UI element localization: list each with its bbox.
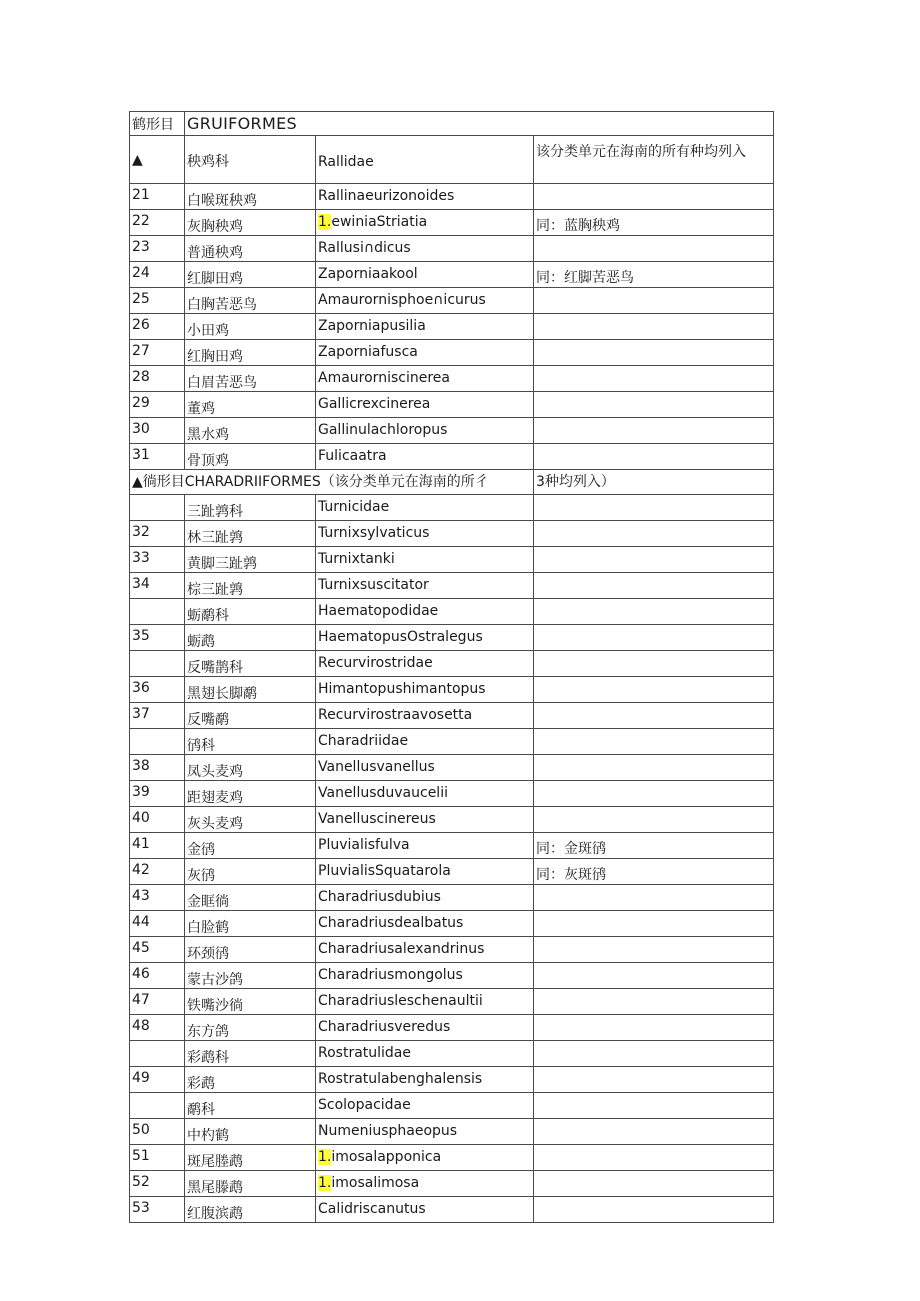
latin-text: Rallusi∩dicus: [318, 240, 411, 256]
species-latin-name: [316, 340, 534, 366]
species-latin-name: [316, 1014, 534, 1040]
order-row-charadriiformes: [130, 470, 774, 495]
species-number: 39: [130, 780, 185, 806]
table-row: [130, 340, 774, 366]
table-row: [130, 494, 774, 520]
order-heading-continued: 3种均列入）: [534, 470, 774, 495]
species-note: [534, 314, 774, 340]
table-row: [130, 1092, 774, 1118]
species-note: [534, 702, 774, 728]
species-chinese-name: 红胸田鸡: [185, 340, 316, 366]
species-chinese-name: 黄脚三趾鹑: [185, 546, 316, 572]
species-chinese-name: 蛎鹉: [185, 624, 316, 650]
species-chinese-name: 东方鸽: [185, 1014, 316, 1040]
species-latin-name: [316, 1118, 534, 1144]
species-number: [130, 1040, 185, 1066]
species-number: 40: [130, 806, 185, 832]
species-number: 46: [130, 962, 185, 988]
table-row: [130, 444, 774, 470]
species-number: 35: [130, 624, 185, 650]
species-note: [534, 624, 774, 650]
family-row-rallidae: [130, 136, 774, 184]
table-row: [130, 392, 774, 418]
species-chinese-name: 蛎鹬科: [185, 598, 316, 624]
table-row: [130, 262, 774, 288]
species-note: [534, 1118, 774, 1144]
latin-text: Charadriusdealbatus: [318, 914, 464, 931]
species-note: [534, 1196, 774, 1222]
table-row: [130, 1066, 774, 1092]
table-row: [130, 858, 774, 884]
species-chinese-name: 反嘴鹬: [185, 702, 316, 728]
order-row-gruiformes: [130, 112, 774, 136]
species-number: 44: [130, 910, 185, 936]
species-number: 30: [130, 418, 185, 444]
species-note: [534, 1040, 774, 1066]
table-row: [130, 236, 774, 262]
table-row: [130, 702, 774, 728]
species-note: [534, 780, 774, 806]
species-chinese-name: 白胸苦恶鸟: [185, 288, 316, 314]
latin-text: Turnixsuscitator: [318, 576, 429, 593]
species-chinese-name: 骨顶鸡: [185, 444, 316, 470]
latin-text: Zaporniaakool: [318, 266, 418, 282]
latin-text: HaematopusOstralegus: [318, 628, 483, 645]
latin-text: Rostratulidae: [318, 1044, 412, 1061]
species-note: [534, 754, 774, 780]
species-note: [534, 884, 774, 910]
latin-text: Amaurornisphoe∩icurus: [318, 292, 486, 308]
species-chinese-name: 彩鹉: [185, 1066, 316, 1092]
latin-text: Gallinulachloropus: [318, 422, 448, 438]
species-number: 32: [130, 520, 185, 546]
latin-text: Gallicrexcinerea: [318, 396, 431, 412]
species-note: [534, 418, 774, 444]
table-row: [130, 546, 774, 572]
species-latin-name: [316, 1066, 534, 1092]
species-chinese-name: 环颈鸻: [185, 936, 316, 962]
table-row: [130, 572, 774, 598]
species-latin-name: [316, 184, 534, 210]
species-chinese-name: 斑尾塍鹉: [185, 1144, 316, 1170]
species-number: 27: [130, 340, 185, 366]
latin-text: Zaporniapusilia: [318, 318, 426, 334]
species-chinese-name: 金鸻: [185, 832, 316, 858]
species-latin-name: [316, 210, 534, 236]
species-number: 21: [130, 184, 185, 210]
latin-text: Calidriscanutus: [318, 1200, 426, 1217]
species-latin-name: [316, 494, 534, 520]
table-row: [130, 650, 774, 676]
species-chinese-name: 鹬科: [185, 1092, 316, 1118]
species-number: 37: [130, 702, 185, 728]
species-list-document: [129, 111, 773, 1223]
species-latin-name: [316, 858, 534, 884]
table-row: [130, 314, 774, 340]
species-latin-name: [316, 262, 534, 288]
species-latin-name: [316, 910, 534, 936]
species-number: 50: [130, 1118, 185, 1144]
species-note: 同：灰斑鸻: [534, 858, 774, 884]
species-number: 48: [130, 1014, 185, 1040]
species-chinese-name: 白喉斑秧鸡: [185, 184, 316, 210]
species-chinese-name: 灰鸻: [185, 858, 316, 884]
table-row: [130, 988, 774, 1014]
table-row: [130, 1170, 774, 1196]
table-row: [130, 832, 774, 858]
species-latin-name: [316, 572, 534, 598]
table-row: [130, 884, 774, 910]
species-note: [534, 236, 774, 262]
species-latin-name: [316, 806, 534, 832]
species-note: [534, 340, 774, 366]
species-latin-name: [316, 624, 534, 650]
species-chinese-name: 铁嘴沙徜: [185, 988, 316, 1014]
species-note: [534, 494, 774, 520]
table-row: [130, 366, 774, 392]
species-latin-name: [316, 520, 534, 546]
latin-text: Charadriusleschenaultii: [318, 992, 483, 1009]
species-latin-name: [316, 676, 534, 702]
table-row: [130, 910, 774, 936]
species-chinese-name: 凤头麦鸡: [185, 754, 316, 780]
species-chinese-name: 红腹滨鹉: [185, 1196, 316, 1222]
latin-text: Turnixsylvaticus: [318, 524, 430, 541]
species-latin-name: [316, 936, 534, 962]
species-note: [534, 184, 774, 210]
species-number: [130, 650, 185, 676]
species-note: [534, 962, 774, 988]
protected-marker: ▲: [130, 136, 185, 184]
latin-text: Charadriusveredus: [318, 1018, 451, 1035]
species-table: [129, 111, 774, 1223]
species-chinese-name: 蒙古沙鸽: [185, 962, 316, 988]
species-chinese-name: 棕三趾鹑: [185, 572, 316, 598]
species-note: [534, 988, 774, 1014]
species-note: [534, 288, 774, 314]
latin-text: Charadriusdubius: [318, 888, 441, 905]
species-chinese-name: 中杓鹤: [185, 1118, 316, 1144]
table-row: [130, 962, 774, 988]
species-number: [130, 1092, 185, 1118]
latin-text: Charadriidae: [318, 732, 409, 749]
species-note: [534, 572, 774, 598]
species-latin-name: [316, 728, 534, 754]
species-note: [534, 444, 774, 470]
table-row: [130, 1040, 774, 1066]
latin-text: imosalimosa: [331, 1174, 420, 1191]
table-row: [130, 1118, 774, 1144]
table-row: [130, 1196, 774, 1222]
species-note: [534, 676, 774, 702]
species-latin-name: [316, 1196, 534, 1222]
species-note: [534, 546, 774, 572]
species-note: [534, 936, 774, 962]
table-row: [130, 780, 774, 806]
latin-prefix-highlight: 1.: [318, 1174, 332, 1191]
species-chinese-name: 董鸡: [185, 392, 316, 418]
species-number: 23: [130, 236, 185, 262]
table-row: [130, 210, 774, 236]
species-number: 52: [130, 1170, 185, 1196]
species-note: [534, 806, 774, 832]
species-number: 53: [130, 1196, 185, 1222]
species-number: 36: [130, 676, 185, 702]
table-row: [130, 806, 774, 832]
latin-text: PluvialisSquatarola: [318, 862, 451, 879]
latin-text: Charadriusmongolus: [318, 966, 463, 983]
species-note: [534, 1092, 774, 1118]
latin-text: Rostratulabenghalensis: [318, 1070, 483, 1087]
species-chinese-name: 普通秧鸡: [185, 236, 316, 262]
species-chinese-name: 距翅麦鸡: [185, 780, 316, 806]
species-chinese-name: 小田鸡: [185, 314, 316, 340]
family-latin-name: Rallidae: [316, 136, 534, 184]
latin-text: Numeniusphaeopus: [318, 1122, 458, 1139]
species-note: [534, 910, 774, 936]
latin-text: Vanelluscinereus: [318, 810, 436, 827]
species-note: [534, 728, 774, 754]
latin-text: Zaporniafusca: [318, 344, 418, 360]
latin-text: Turnicidae: [318, 498, 390, 515]
species-latin-name: [316, 962, 534, 988]
species-latin-name: [316, 288, 534, 314]
species-chinese-name: 鸻科: [185, 728, 316, 754]
order-chinese-name: 鹤形目: [130, 112, 185, 136]
latin-text: Recurvirostraavosetta: [318, 706, 473, 723]
species-number: 45: [130, 936, 185, 962]
species-chinese-name: 金眶徜: [185, 884, 316, 910]
table-row: [130, 624, 774, 650]
species-latin-name: [316, 366, 534, 392]
species-number: 33: [130, 546, 185, 572]
species-number: 28: [130, 366, 185, 392]
species-number: 29: [130, 392, 185, 418]
species-number: 47: [130, 988, 185, 1014]
species-note: 同：金斑鸻: [534, 832, 774, 858]
family-chinese-name: 秧鸡科: [185, 136, 316, 184]
table-row: [130, 288, 774, 314]
species-chinese-name: 黑尾滕鹉: [185, 1170, 316, 1196]
species-latin-name: [316, 1144, 534, 1170]
table-row: [130, 520, 774, 546]
species-latin-name: [316, 392, 534, 418]
table-row: [130, 184, 774, 210]
latin-text: imosalapponica: [331, 1148, 442, 1165]
species-note: [534, 1170, 774, 1196]
family-note: 该分类单元在海南的所有种均列入: [534, 136, 774, 184]
table-row: [130, 1014, 774, 1040]
latin-text: Rallinaeurizonoides: [318, 188, 455, 204]
species-number: 51: [130, 1144, 185, 1170]
latin-text: ewiniaStriatia: [331, 214, 428, 230]
species-chinese-name: 反嘴鹊科: [185, 650, 316, 676]
species-latin-name: [316, 702, 534, 728]
species-number: [130, 728, 185, 754]
species-chinese-name: 林三趾鹑: [185, 520, 316, 546]
species-number: 38: [130, 754, 185, 780]
latin-prefix-highlight: 1.: [318, 214, 332, 230]
latin-text: Himantopushimantopus: [318, 680, 486, 697]
species-latin-name: [316, 1170, 534, 1196]
species-latin-name: [316, 236, 534, 262]
species-latin-name: [316, 754, 534, 780]
species-chinese-name: 三趾鹑科: [185, 494, 316, 520]
table-row: [130, 936, 774, 962]
species-number: 24: [130, 262, 185, 288]
species-chinese-name: 灰胸秧鸡: [185, 210, 316, 236]
latin-text: Charadriusalexandrinus: [318, 940, 485, 957]
order-latin-name: GRUIFORMES: [185, 112, 774, 136]
species-chinese-name: 红脚田鸡: [185, 262, 316, 288]
latin-text: Scolopacidae: [318, 1096, 411, 1113]
species-note: [534, 1066, 774, 1092]
species-latin-name: [316, 546, 534, 572]
species-chinese-name: 黑水鸡: [185, 418, 316, 444]
species-chinese-name: 白眉苦恶鸟: [185, 366, 316, 392]
species-number: [130, 598, 185, 624]
species-number: 34: [130, 572, 185, 598]
latin-prefix-highlight: 1.: [318, 1148, 332, 1165]
latin-text: Pluvialisfulva: [318, 836, 410, 853]
table-row: [130, 1144, 774, 1170]
species-latin-name: [316, 1040, 534, 1066]
latin-text: Turnixtanki: [318, 550, 395, 567]
species-note: [534, 520, 774, 546]
species-note: [534, 366, 774, 392]
order-heading: ▲徜形目CHARADRIIFORMES（该分类单元在海南的所彳: [130, 470, 534, 495]
species-note: [534, 650, 774, 676]
table-row: [130, 676, 774, 702]
latin-text: Haematopodidae: [318, 602, 439, 619]
latin-text: Fulicaatra: [318, 448, 387, 464]
latin-text: Vanellusduvaucelii: [318, 784, 448, 801]
table-row: [130, 418, 774, 444]
species-chinese-name: 黑翅长脚鹬: [185, 676, 316, 702]
latin-text: Vanellusvanellus: [318, 758, 435, 775]
species-latin-name: [316, 444, 534, 470]
species-number: 42: [130, 858, 185, 884]
species-note: [534, 598, 774, 624]
species-number: 26: [130, 314, 185, 340]
species-latin-name: [316, 988, 534, 1014]
species-note: 同：蓝胸秧鸡: [534, 210, 774, 236]
species-number: 41: [130, 832, 185, 858]
species-latin-name: [316, 780, 534, 806]
species-latin-name: [316, 598, 534, 624]
species-number: 25: [130, 288, 185, 314]
species-latin-name: [316, 314, 534, 340]
species-note: [534, 1144, 774, 1170]
species-note: 同：红脚苦恶鸟: [534, 262, 774, 288]
table-row: [130, 598, 774, 624]
species-number: 43: [130, 884, 185, 910]
species-number: 22: [130, 210, 185, 236]
species-chinese-name: 彩鹉科: [185, 1040, 316, 1066]
species-latin-name: [316, 832, 534, 858]
species-note: [534, 1014, 774, 1040]
species-number: [130, 494, 185, 520]
species-number: 31: [130, 444, 185, 470]
species-note: [534, 392, 774, 418]
table-row: [130, 754, 774, 780]
latin-text: Recurvirostridae: [318, 654, 433, 671]
species-latin-name: [316, 418, 534, 444]
table-row: [130, 728, 774, 754]
species-latin-name: [316, 884, 534, 910]
species-chinese-name: 白脸鹤: [185, 910, 316, 936]
species-number: 49: [130, 1066, 185, 1092]
species-chinese-name: 灰头麦鸡: [185, 806, 316, 832]
species-latin-name: [316, 1092, 534, 1118]
species-latin-name: [316, 650, 534, 676]
latin-text: Amaurorniscinerea: [318, 370, 450, 386]
